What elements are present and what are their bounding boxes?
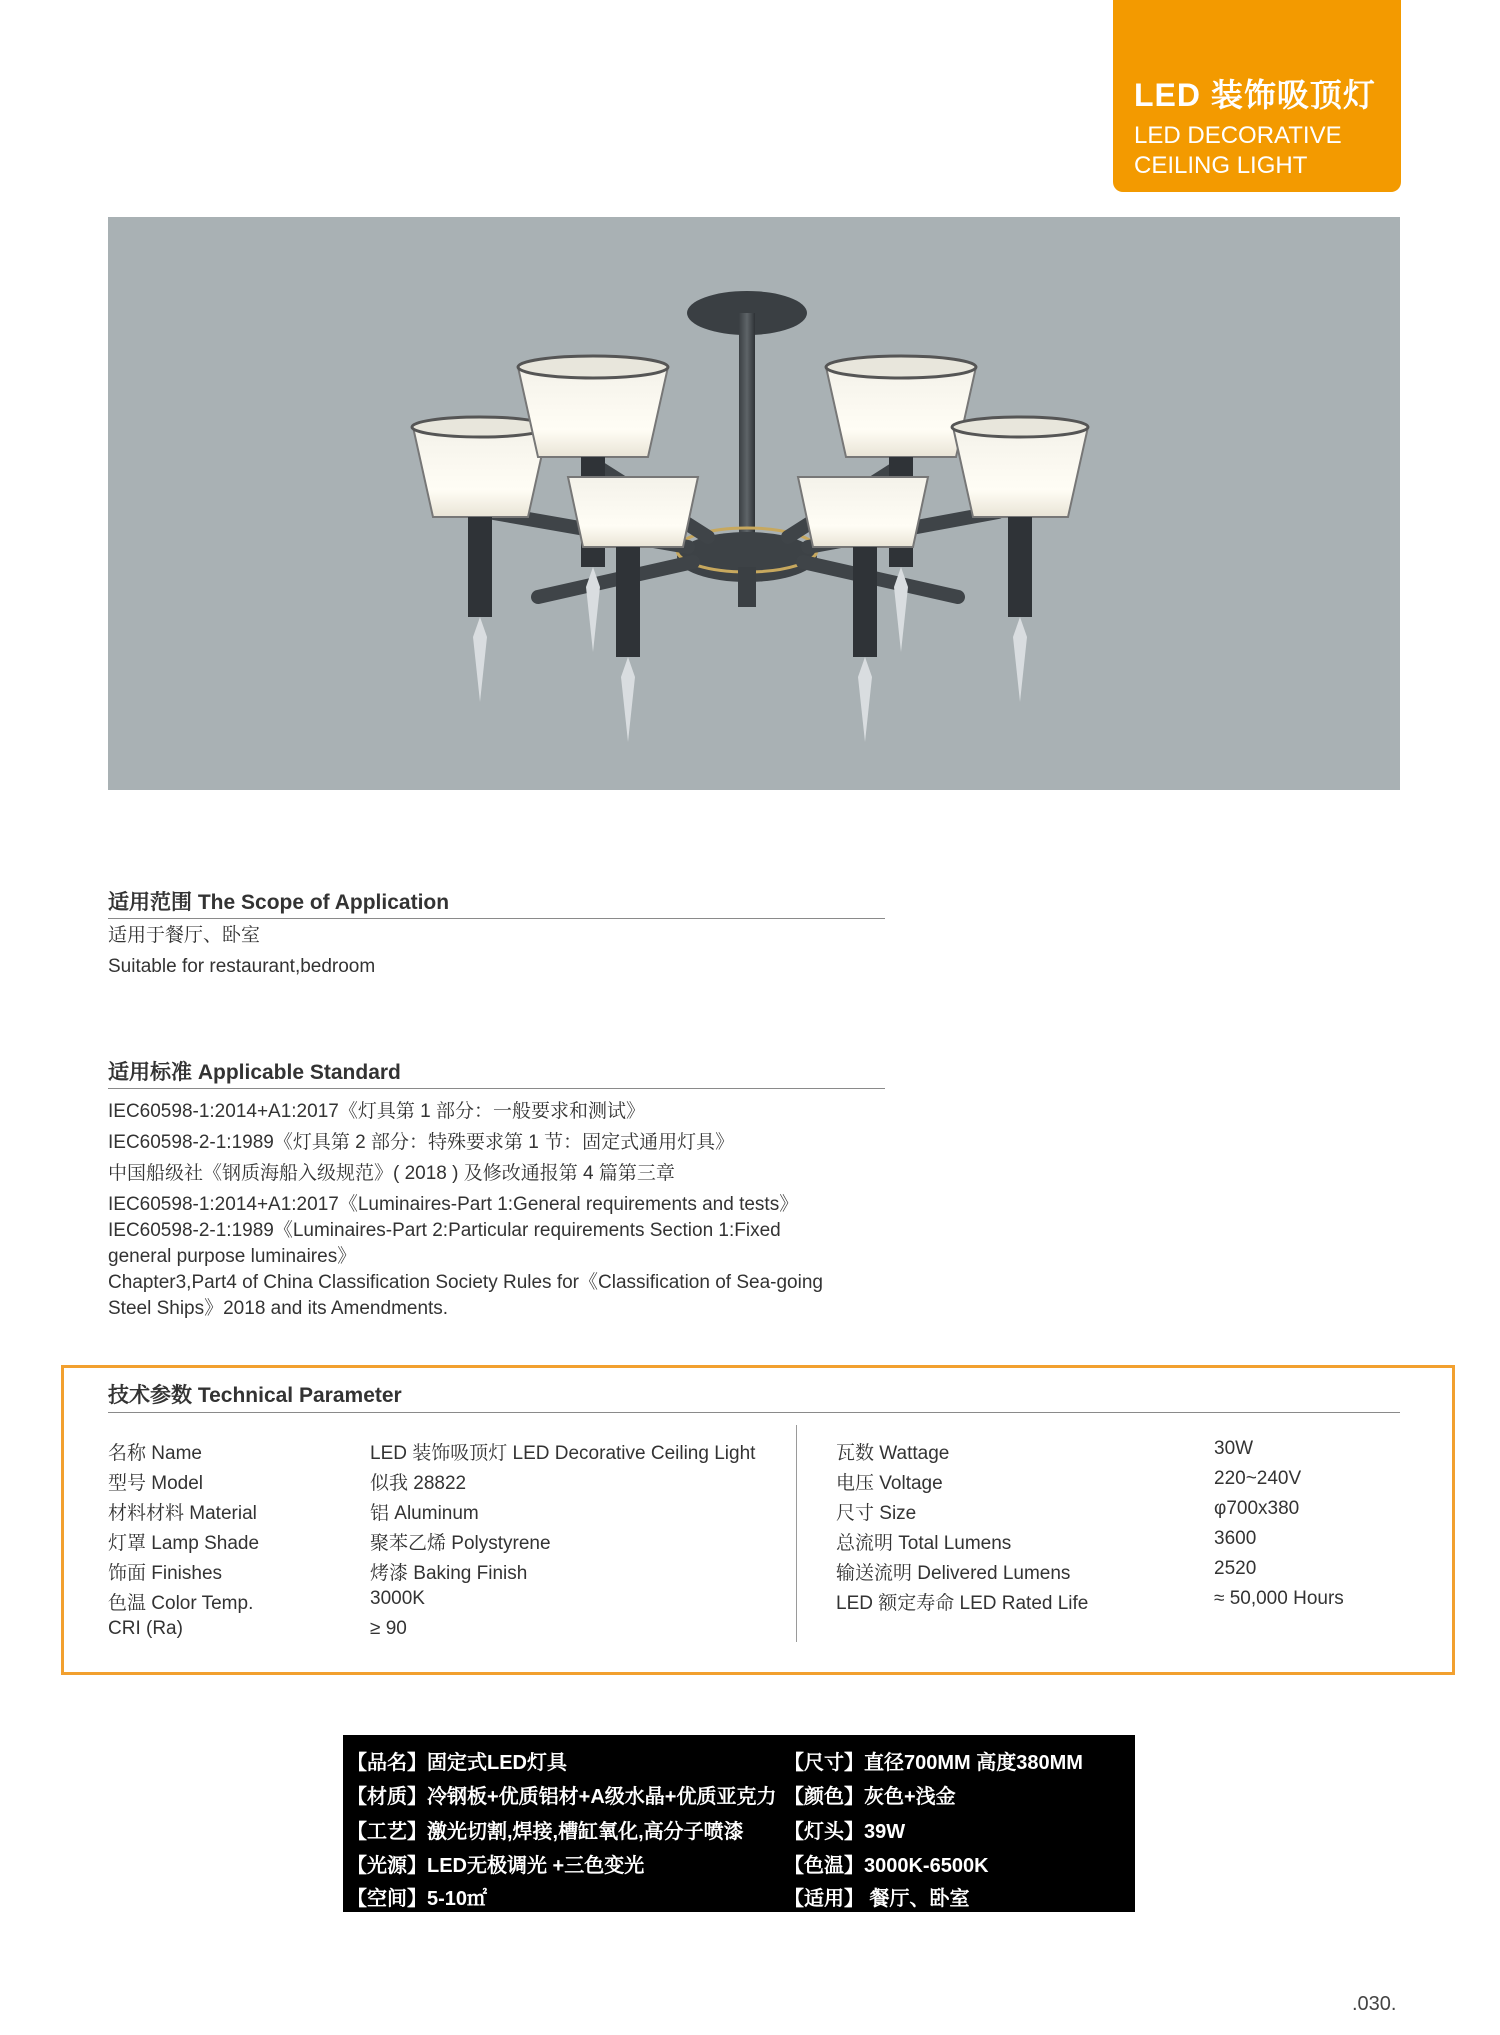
technical-heading: 技术参数 Technical Parameter [108,1384,402,1407]
param-label-cri: CRI (Ra) [108,1618,183,1639]
standard-line: IEC60598-1:2014+A1:2017《灯具第 1 部分：一般要求和测试》 [108,1101,645,1122]
header-title-en-line2: CEILING LIGHT [1134,152,1308,179]
standard-line: Steel Ships》2018 and its Amendments. [108,1298,449,1319]
param-label-finishes: 饰面 Finishes [108,1563,223,1584]
standard-lines [108,1099,823,1322]
spec-applicable: 【适用】 餐厅、卧室 [784,1888,970,1910]
chandelier-illustration [108,217,1400,790]
spec-color: 【颜色】灰色+浅金 [784,1786,956,1808]
param-label-lamp-shade: 灯罩 Lamp Shade [108,1533,260,1554]
param-label-color-temp: 色温 Color Temp. [108,1593,254,1614]
spec-lamp-head: 【灯头】39W [784,1821,906,1843]
scope-divider [108,918,885,919]
param-value-total-lumens: 3600 [1214,1528,1257,1549]
param-label-voltage: 电压 Voltage [836,1473,943,1494]
param-label-wattage: 瓦数 Wattage [836,1443,950,1464]
product-photo [108,217,1400,790]
param-value-finishes: 烤漆 Baking Finish [370,1563,528,1584]
scope-heading: 适用范围 The Scope of Application [108,891,450,914]
header-title-cn: LED 装饰吸顶灯 [1134,77,1376,113]
param-value-size: φ700x380 [1214,1498,1300,1519]
param-label-material: 材料材料 Material [108,1503,257,1524]
header-title-en-line1: LED DECORATIVE [1134,122,1342,149]
standard-line: 中国船级社《钢质海船入级规范》( 2018 ) 及修改通报第 4 篇第三章 [108,1163,675,1184]
spec-panel [343,1735,1135,1912]
spec-space: 【空间】5-10㎡ [347,1888,488,1910]
spec-light-source: 【光源】LED无极调光 +三色变光 [347,1855,645,1877]
param-value-rated-life: ≈ 50,000 Hours [1214,1588,1344,1609]
standard-line: IEC60598-2-1:1989《Luminaires-Part 2:Particular requirements Section 1:Fixed [108,1220,781,1241]
param-value-voltage: 220~240V [1214,1468,1302,1489]
param-label-rated-life: LED 额定寿命 LED Rated Life [836,1593,1089,1614]
standard-line: Chapter3,Part4 of China Classification Society Rules for《Classification of Sea-going [108,1272,823,1293]
param-label-name: 名称 Name [108,1443,202,1464]
spec-product-name: 【品名】固定式LED灯具 [347,1752,567,1774]
page-number: .030. [1352,1993,1397,2015]
spec-color-temp: 【色温】3000K-6500K [784,1855,989,1877]
param-value-model: 似我 28822 [370,1473,467,1494]
standard-divider [108,1088,885,1089]
spec-craft: 【工艺】激光切割,焊接,槽缸氧化,高分子喷漆 [347,1821,744,1843]
param-value-lamp-shade: 聚苯乙烯 Polystyrene [370,1533,551,1554]
param-value-name: LED 装饰吸顶灯 LED Decorative Ceiling Light [370,1443,756,1464]
param-value-material: 铝 Aluminum [370,1503,479,1524]
spec-size: 【尺寸】直径700MM 高度380MM [784,1752,1083,1774]
header-title-en [1134,121,1342,181]
standard-line: IEC60598-1:2014+A1:2017《Luminaires-Part 1:General requirements and tests》 [108,1194,799,1215]
scope-line-cn: 适用于餐厅、卧室 [108,925,261,946]
spec-material: 【材质】冷钢板+优质铝材+A级水晶+优质亚克力 [347,1786,777,1808]
param-label-delivered-lumens: 输送流明 Delivered Lumens [836,1563,1071,1584]
technical-divider [108,1412,1400,1413]
param-value-color-temp: 3000K [370,1588,425,1609]
header-tab [1113,0,1401,192]
param-label-total-lumens: 总流明 Total Lumens [836,1533,1012,1554]
column-divider [796,1425,797,1642]
standard-line: general purpose luminaires》 [108,1246,357,1267]
param-value-wattage: 30W [1214,1438,1254,1459]
standard-heading: 适用标准 Applicable Standard [108,1061,401,1084]
param-value-delivered-lumens: 2520 [1214,1558,1257,1579]
param-label-size: 尺寸 Size [836,1503,917,1524]
scope-line-en: Suitable for restaurant,bedroom [108,956,376,977]
param-value-cri: ≥ 90 [370,1618,407,1639]
param-label-model: 型号 Model [108,1473,204,1494]
standard-line: IEC60598-2-1:1989《灯具第 2 部分：特殊要求第 1 节：固定式通用灯具》 [108,1132,735,1153]
